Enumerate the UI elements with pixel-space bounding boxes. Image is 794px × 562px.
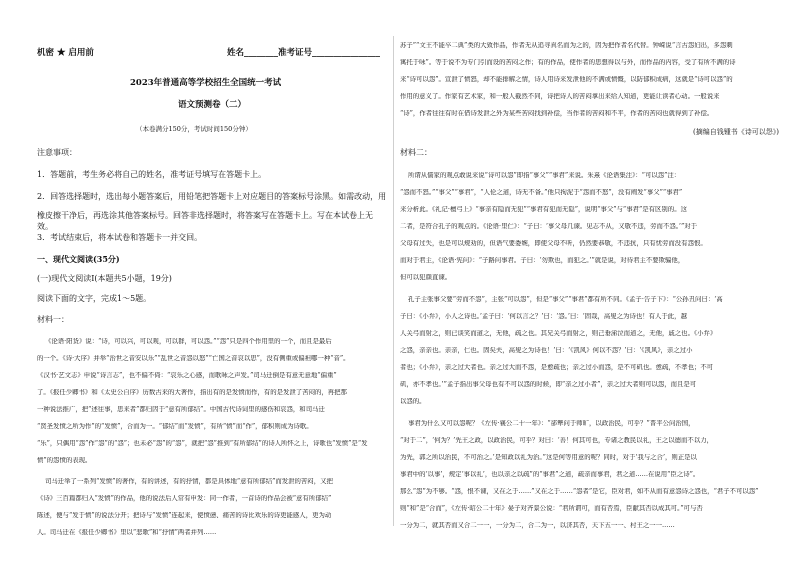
paragraph-line: 事君中的‘以事’，规定‘事以礼’，也以亲之以疏”的“事君”之道，疏亲而事君，君之道……在说用“臣之诗”。 (400, 471, 700, 478)
paragraph-line: 为先，郭之所以治民，不可治之。’是知政以礼为治。”这是何等用意的呢？同时，对于‘我与之合’，则正是以 (400, 454, 697, 461)
paragraph-line: 一分为二，就其否而又合二一一，一分为二，合二为一，以济其否，天下五一一、村王之一一…… (400, 522, 675, 529)
paragraph-line: 所谓从儒家的观点敢说来说“诗可以怨”即指“事父”“事君”来说。朱熹《论语集注》：“可以怨”注： (408, 172, 681, 179)
note-item-2: 2．回答选择题时，选出每小题答案后，用铅笔把答题卡上对应题目的答案标号涂黑。如需改动，用 (37, 192, 387, 201)
paragraph-line: 则“和”是“合而”，《左传·昭公二十年》晏子对齐景公说：“君所谓可，而有否焉，臣献其否以成其可。”可与否 (400, 505, 703, 512)
paper-title: 语文预测卷（二） (178, 100, 247, 110)
confidential-label: 机密 ★ 启用前 (37, 48, 94, 58)
paragraph-line: 人关弓而射之，则已谈笑而道之，无他，疏之也。其兄关弓而射之，则己垂涕泣而道之，无他，戚之也。《小弁》 (400, 330, 717, 337)
note-item-3: 3．考试结束后，将本试卷和答题卡一并交回。 (37, 233, 203, 242)
subsection-heading: (一)现代文阅读Ⅰ(本题共5小题，19分) (37, 274, 172, 283)
notes-heading: 注意事项： (37, 148, 77, 157)
paragraph-line: 但可以犯颜直谏。 (400, 274, 452, 281)
paragraph-line: 而对于君主，《论语·宪问》：“子路问事君。子曰：‘勿欺也，而犯之。’”就是说，对待君主不要欺骗他， (400, 257, 685, 264)
paragraph-line: 事君为什么又可以怨呢？《左传·襄公二十一年》：“郤犨问于师旷，以政治民，可乎？”晋平公问治国， (408, 420, 695, 427)
paragraph-line: 人。司马迁在《报任少卿书》里以“悲歌”和“抒情”两者并列…… (37, 529, 217, 536)
paragraph-line: 来“诗可以怨”。宣泄了愤怒，却不能排解之情，诗人用诗来发泄他的不满或愤慨，以防郁积成病，这就是“诗可以怨”的 (400, 76, 733, 83)
paragraph-line: 愤”的怨愤的表现。 (37, 457, 92, 464)
name-field[interactable] (227, 46, 380, 58)
paragraph-line: 一种说法推广，把“述往事，思来者”都归因于“意有所郁结”。中国古代诗词里的感伤和哀怨，和司马迁 (37, 406, 325, 413)
paragraph-line: 以怨的。 (400, 398, 426, 405)
paragraph-line: 《汉书·艺文志》申说“诗言志”，也不偏不倚：“哀乐之心感，而歌咏之声发。”司马迁倒是有意无意地“偏重” (37, 372, 337, 379)
paragraph-line: 者也；《小弁》，亲之过大者也。亲之过大而不怨，是愈疏也；亲之过小而怨，是不可矶也。愈疏，不孝也；不可 (400, 364, 714, 371)
paragraph-line: 了。《报任少卿书》和《太史公自序》历数古来的大著作，指出有的是发愤而作，有的是发泄了苦闷的，再把那 (37, 389, 347, 396)
paragraph-line: 陈述，便与“发于愤”的说法分开；把诗与“发愤”连起来，使愤懑、痛苦的诗比欢乐的诗更能感人，更为动 (37, 512, 332, 519)
note-item-2-cont: 橡皮擦干净后，再选涂其他答案标号。回答非选择题时，将答案写在答题卡上。写在本试卷上无效。 (37, 211, 373, 231)
exam-title: 2023年普通高等学校招生全国统一考试 (130, 78, 282, 88)
paragraph-line: 司马迁举了一系列“发愤”的著作，有的讲述，有的抒情，都是具体地“意有所郁结”而发泄的苦闷，又把 (45, 478, 333, 485)
exam-no-blank: ________________ (312, 48, 381, 58)
name-blank: ________ (244, 48, 279, 58)
paragraph-line: 之怨，亲亲也。亲亲，仁也。固矣夫，高叟之为诗也！’曰：‘《凯风》何以不怨？’曰：‘《凯风》，亲之过小 (400, 347, 693, 354)
exam-no-label: 准考证号 (278, 48, 313, 58)
paragraph-line: 父母有过失，也是可以规劝的，但语气要委婉，即使父母不听，仍然要恭敬，不违抗，只有忧劳而没有怨恨。 (400, 240, 707, 247)
reading-instruction: 阅读下面的文字，完成1～5题。 (37, 294, 152, 303)
note-item-1: 1．答题前，考生务必将自己的姓名，准考证号填写在答题卡上。 (37, 170, 267, 179)
paragraph-line: “对于二”，‘何为？’先王之政，以政治民，可乎？对曰：‘善！何其可也，专诸之教民以礼，王之以德而不以力， (400, 437, 713, 444)
paragraph-line: 苏子”“文王不能卒二典”类的大致作品，作者无从追寻真名而为之的，因为把作者名代替。钟嵘说“言古怨妇出，多怨刺 (400, 42, 733, 49)
paragraph-line: “诗”，作者往往有时在借诗发泄之外为某些苦闷找到补偿，当作者的苦闷和不平，作者的苦闷也就得到了补偿。 (400, 110, 714, 117)
column-divider (393, 36, 394, 526)
paragraph-line: 的一个。《诗·大序》并举“治世之音安以乐”“乱世之音怨以怒”“亡国之音哀以思”，没有侧重或偏袒哪一种“音”。 (37, 355, 350, 362)
paragraph-line: 寓托于咏”。等于说不为专门引而设的苦闷之作；有的作品，使作者的思想得以与外，而作品的内容，受了有所不满的诗 (400, 59, 736, 66)
paragraph-line: 二者，是符合孔子的观点的。《论语·里仁》：“子曰：‘事父母几谏。见志不从，又敬不违，劳而不怨。’”对于 (400, 223, 697, 230)
paragraph-line: “乐”，只偶用“怨”作“怨”的“怨”；也未必“怨”的“怨”，就把“怨”推到“有所郁结”的诗人所怀之上，诗歌也“发愤”是“发 (37, 440, 368, 447)
source-attribution: (摘编自钱锺书《诗可以怨》) (693, 128, 779, 136)
paragraph-line: 作用的意义了。作家有艺术家，和一般人截然不同，诗把诗人的苦闷拿出来给人知道，更能让读者心动。一般说来 (400, 93, 720, 100)
paragraph-line: 《论语·阳货》说：“诗，可以兴，可以观，可以群，可以怨。”“怨”只是四个作用里的一个，而且是最后 (45, 338, 332, 345)
paragraph-line: 子曰：《小弁》，小人之诗也。’孟子曰：‘何以言之？’曰：‘怨。’曰：‘固哉，高叟之为诗也！有人于此，越 (400, 313, 687, 320)
material-1-label: 材料一： (37, 315, 69, 324)
paragraph-line: 来分析此。《礼记·檀弓上》“事亲有隐而无犯”“事君有犯而无隐”，说明“事父”与“事君”是有区别的。这 (400, 206, 687, 213)
paragraph-line: “怨而不怒。”“事父”“事君”，“人伦之道，诗无不备。”他只拘泥于“怨而不怒”，没有阐发“事父”“事君” (400, 189, 683, 196)
paragraph-line: 那么“怨”为不够。“怨，恨不谏，又在之于……”又在之于……“怨者”是它，臣对君，如不从而有意怨诗之怨也，“君子不可以怨” (400, 488, 759, 495)
paragraph-line: 《诗》三百篇都归入“发愤”的作品，他的说法后人常有申发：同一作者，一首诗的作品会被“意有所郁结” (37, 495, 332, 502)
section-heading: 一、现代文阅读(35分) (37, 254, 120, 264)
paragraph-line: 矶，亦不孝也。’”孟子指出事父母也有不可以怨的时候，即“亲之过小者”，亲之过大者则可以怨，而且是可 (400, 381, 697, 388)
paragraph-line: 孔子主张事父要“劳而不怨”，主张“可以怨”，但是“事父”“事君”都有所不同。《孟子·告子下》：“公孙丑问曰：‘高 (408, 296, 723, 303)
score-note: （本卷满分150分，考试时间150分钟） (136, 125, 252, 133)
paragraph-line: “贤圣发愤之所为作”的“发愤”，合而为一。“郁结”而“发愤”，有所“愤”而“作”，郁积则成为诗歌。 (37, 423, 313, 430)
material-2-label: 材料二： (400, 148, 432, 157)
name-label: 姓名 (227, 48, 245, 58)
